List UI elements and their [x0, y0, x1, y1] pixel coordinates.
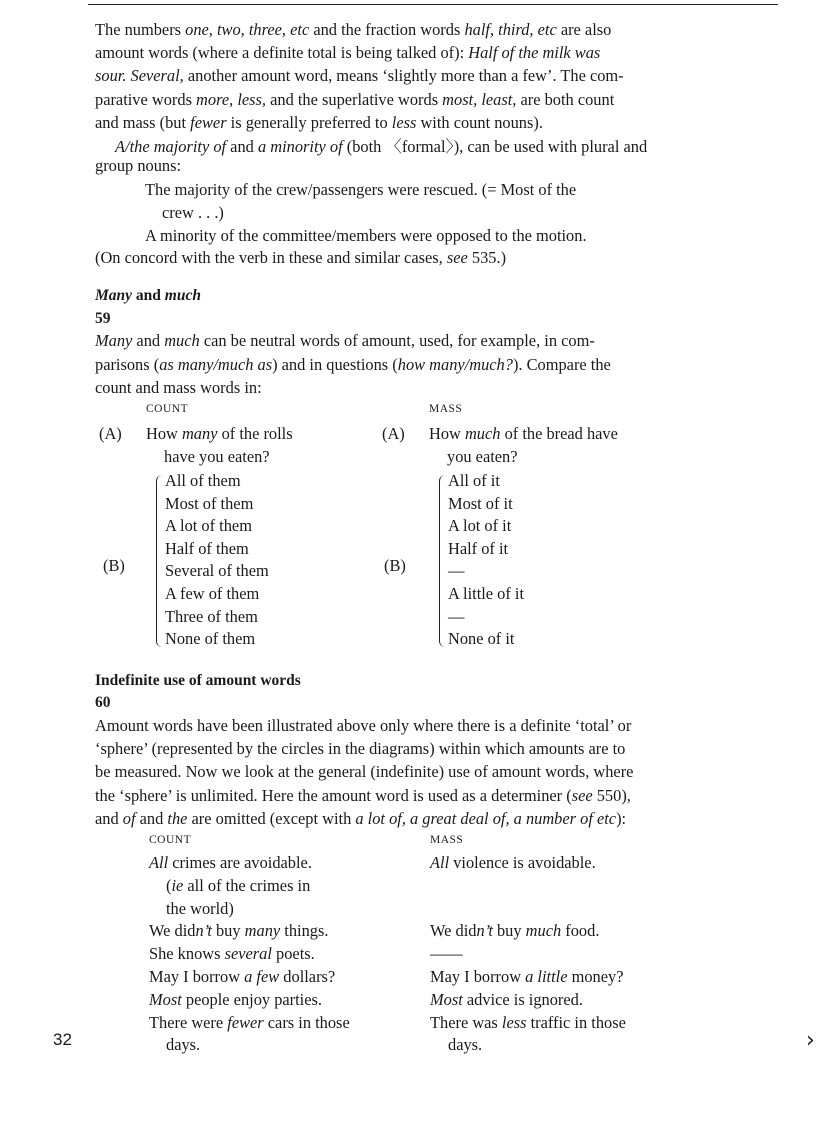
text-line: The numbers one, two, three, etc and the fraction words half, third, etc are also	[95, 20, 612, 39]
example-line: ——	[430, 944, 463, 964]
example-line: days.	[448, 1035, 483, 1055]
count-label: COUNT	[146, 403, 189, 415]
answer-line: All of it	[448, 471, 500, 490]
note-concord: (On concord with the verb in these and similar cases, see 535.)	[95, 248, 507, 267]
example-line: the world)	[166, 898, 234, 918]
text-line: amount words (where a definite total is being talked of): Half of the milk was	[95, 43, 601, 63]
example-line: There was less traffic in those	[430, 1012, 626, 1032]
example-line: days.	[166, 1035, 201, 1055]
page-number: 32	[53, 1030, 72, 1049]
answer-line: None of them	[165, 629, 256, 649]
text-line: ‘sphere’ (represented by the circles in the diagrams) within which amounts are to	[95, 739, 626, 759]
question-line: How many of the rolls	[146, 424, 293, 443]
text-line: A/the majority of and a minority of (both 〈formal〉), can be used with plural and	[115, 137, 648, 156]
answer-line: Most of it	[448, 493, 513, 513]
text-line: and of and the are omitted (except with a lot of, a great deal of, a number of etc):	[95, 808, 627, 828]
example-line: We didn’t buy many things.	[149, 921, 329, 941]
text-line: Amount words have been illustrated above only where there is a definite ‘total’ or	[95, 716, 632, 735]
example-line: crew . . .)	[162, 203, 224, 222]
example-line: Most advice is ignored.	[430, 989, 583, 1009]
example-line: We didn’t buy much food.	[430, 921, 600, 941]
text-line: parisons (as many/much as) and in questions (how many/much?). Compare the	[95, 354, 611, 374]
text-line: group nouns:	[95, 156, 182, 175]
question-line: have you eaten?	[164, 446, 270, 466]
text-line: the ‘sphere’ is unlimited. Here the amount word is used as a determiner (see 550),	[95, 785, 631, 805]
answer-line: Three of them	[165, 606, 258, 626]
text-line: be measured. Now we look at the general (indefinite) use of amount words, where	[95, 762, 634, 782]
answer-line: Half of them	[165, 538, 249, 558]
top-rule	[88, 4, 778, 5]
example-line: Most people enjoy parties.	[149, 989, 322, 1009]
example-line: She knows several poets.	[149, 944, 315, 964]
count-brace	[156, 475, 163, 647]
example-line: All violence is avoidable.	[430, 853, 596, 872]
example-line: A minority of the committee/members were opposed to the motion.	[145, 226, 587, 245]
example-line: May I borrow a few dollars?	[149, 967, 336, 986]
answer-line: None of it	[448, 629, 515, 649]
section-60-number: 60	[95, 694, 111, 711]
mass-brace	[439, 475, 446, 647]
text-line: count and mass words in:	[95, 378, 262, 397]
answer-line: A few of them	[165, 584, 260, 603]
answer-line: A lot of it	[448, 516, 512, 536]
answer-line: Several of them	[165, 561, 269, 581]
text-line: sour. Several, another amount word, means ‘slightly more than a few’. The com-	[95, 66, 624, 86]
question-line: you eaten?	[447, 446, 518, 466]
mass-a-label: (A)	[382, 424, 405, 443]
section-59-heading: Many and much	[95, 287, 201, 304]
answer-line: All of them	[165, 471, 241, 490]
example-line: There were fewer cars in those	[149, 1012, 350, 1032]
example-line: The majority of the crew/passengers were rescued. (= Most of the	[145, 180, 577, 199]
count-a-label: (A)	[99, 424, 122, 443]
answer-line: Most of them	[165, 493, 254, 513]
answer-line: A lot of them	[165, 516, 252, 536]
count-b-label: (B)	[103, 556, 125, 575]
answer-line: A little of it	[448, 584, 525, 603]
example-line: All crimes are avoidable.	[149, 853, 312, 872]
mass-b-label: (B)	[384, 556, 406, 575]
count-label-60: COUNT	[149, 834, 192, 846]
text-line: and mass (but fewer is generally preferred to less with count nouns).	[95, 112, 543, 132]
mass-label: MASS	[429, 403, 463, 415]
edge-mark: ›	[806, 1028, 815, 1053]
text-line: Many and much can be neutral words of amount, used, for example, in com-	[95, 331, 595, 350]
example-line: (ie all of the crimes in	[166, 875, 311, 895]
answer-line: —	[448, 561, 465, 581]
text-line: parative words more, less, and the superlative words most, least, are both count	[95, 89, 615, 109]
question-line: How much of the bread have	[429, 424, 618, 443]
answer-line: —	[448, 606, 465, 626]
section-59-number: 59	[95, 310, 111, 327]
section-60-heading: Indefinite use of amount words	[95, 672, 301, 689]
example-line: May I borrow a little money?	[430, 967, 624, 986]
mass-label-60: MASS	[430, 834, 464, 846]
answer-line: Half of it	[448, 538, 509, 558]
